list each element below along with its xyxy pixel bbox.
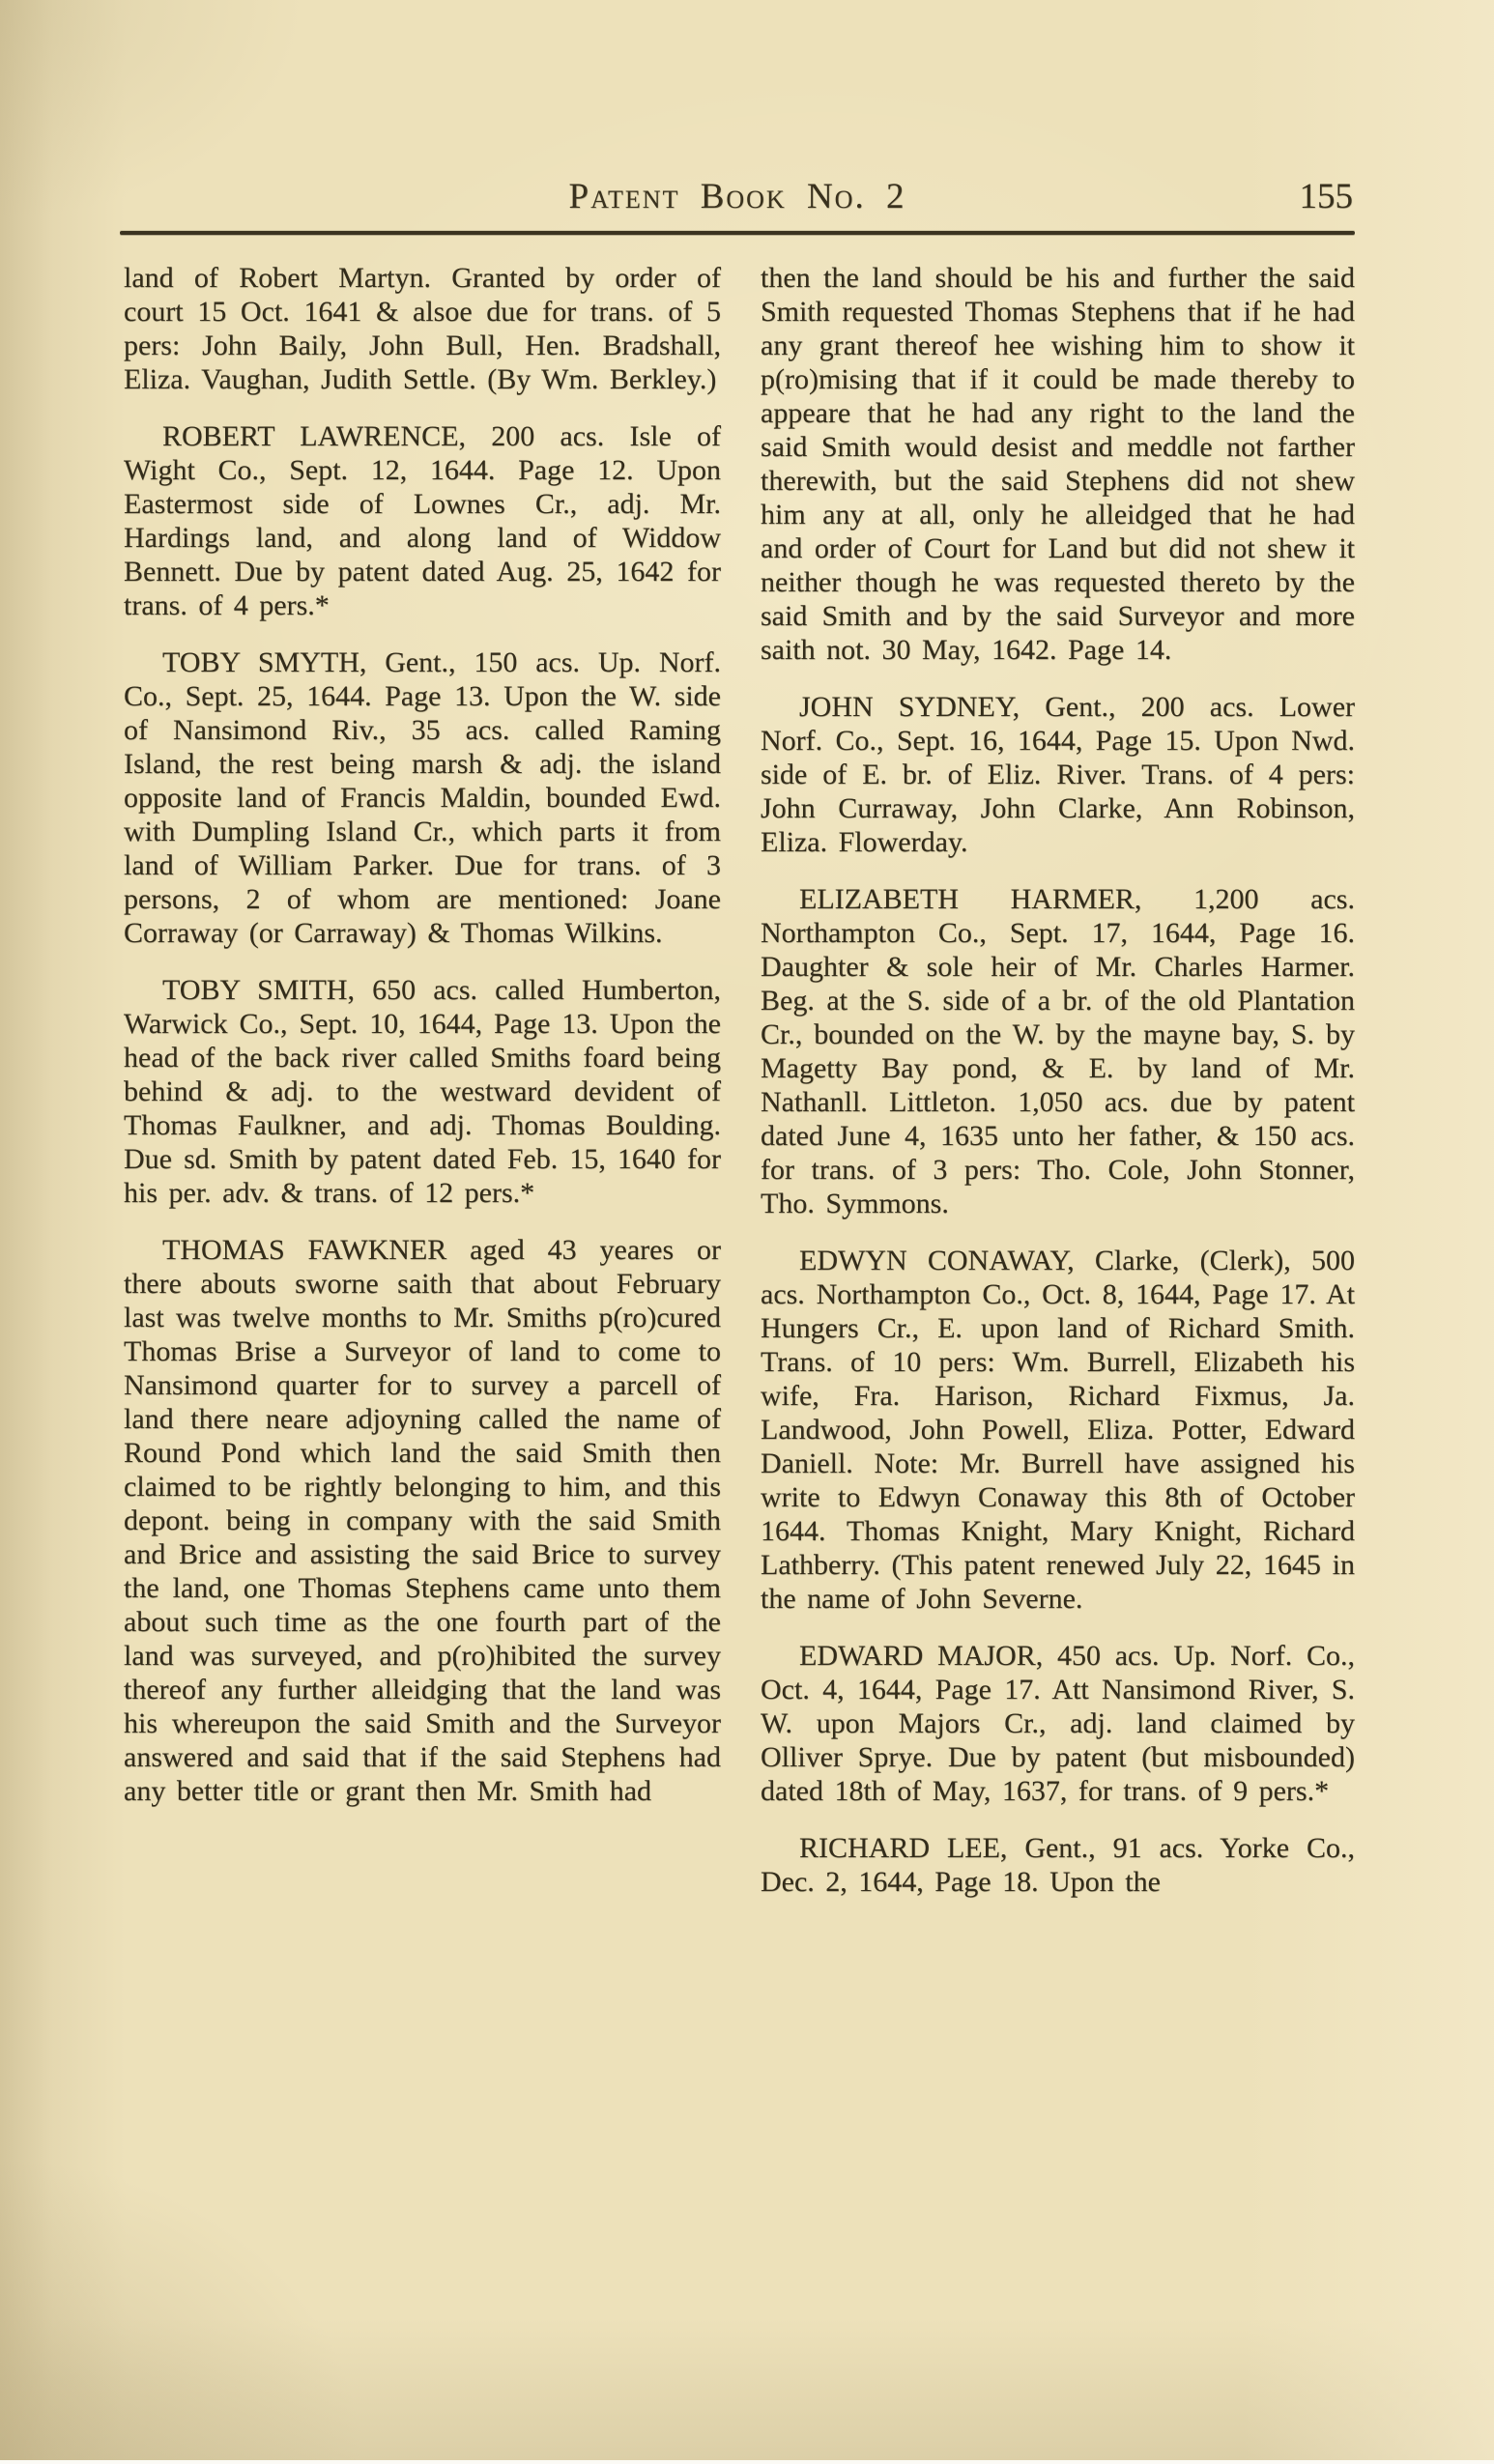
entry-deposition-continuation: then the land should be his and further the said Smith requested Thomas Stephens that if he had any grant thereof hee wishing him to show it p(ro)mising that if it could be made thereby to appeare that he had any right to the land the said Smith would desist and meddle not farther therewith, but the said Stephens did not shew him any at all, only he alleidged that he had and order of Court for Land but did not shew it neither though he was requested thereto by the said Smith and by the said Surveyor and more saith not. 30 May, 1642. Page 14. xyxy=(761,262,1355,666)
entry-edwyn-conaway: EDWYN CONAWAY, Clarke, (Clerk), 500 acs. Northampton Co., Oct. 8, 1644, Page 17. At Hungers Cr., E. upon land of Richard Smith. Trans. of 10 pers: Wm. Burrell, Elizabeth his wife, Fra. Harison, Richard Fixmus, Ja. Landwood, John Powell, Eliza. Potter, Edward Daniell. Note: Mr. Burrell have assigned his write to Edwyn Conaway this 8th of October 1644. Thomas Knight, Mary Knight, Richard Lathberry. (This patent renewed July 22, 1645 in the name of John Severne. xyxy=(761,1245,1355,1615)
page-number: 155 xyxy=(1299,177,1353,216)
entry-robert-lawrence: ROBERT LAWRENCE, 200 acs. Isle of Wight Co., Sept. 12, 1644. Page 12. Upon Eastermost side of Lownes Cr., adj. Mr. Hardings land, and along land of Widdow Bennett. Due by patent dated Aug. 25, 1642 for trans. of 4 pers.* xyxy=(124,420,721,621)
entry-toby-smyth: TOBY SMYTH, Gent., 150 acs. Up. Norf. Co., Sept. 25, 1644. Page 13. Upon the W. side of Nansimond Riv., 35 acs. called Raming Island, the rest being marsh & adj. the island opposite land of Francis Maldin, bounded Ewd. with Dumpling Island Cr., which parts it from land of William Parker. Due for trans. of 3 persons, 2 of whom are mentioned: Joane Corraway (or Carraway) & Thomas Wilkins. xyxy=(124,646,721,949)
entry-continuation-robert-martyn: land of Robert Martyn. Granted by order of court 15 Oct. 1641 & alsoe due for trans. of 5 pers: John Baily, John Bull, Hen. Bradshall, Eliza. Vaughan, Judith Settle. (By Wm. Berkley.) xyxy=(124,262,721,395)
entry-thomas-fawkner-deposition: THOMAS FAWKNER aged 43 yeares or there abouts sworne saith that about February last was twelve months to Mr. Smiths p(ro)cured Thomas Brise a Surveyor of land to come to Nansimond quarter for to survey a parcell of land there neare adjoyning called the name of Round Pond which land the said Smith then claimed to be rightly belonging to him, and this depont. being in company with the said Smith and Brice and assisting the said Brice to survey the land, one Thomas Stephens came unto them about such time as the one fourth part of the land was surveyed, and p(ro)hibited the survey thereof any further alleidging that the land was his whereupon the said Smith and the Surveyor answered and said that if the said Stephens had any better title or grant then Mr. Smith had xyxy=(124,1234,721,1807)
scan-edge-strip xyxy=(0,2460,1494,2464)
entry-richard-lee: RICHARD LEE, Gent., 91 acs. Yorke Co., Dec. 2, 1644, Page 18. Upon the xyxy=(761,1832,1355,1898)
entry-edward-major: EDWARD MAJOR, 450 acs. Up. Norf. Co., Oct. 4, 1644, Page 17. Att Nansimond River, S. W. upon Majors Cr., adj. land claimed by Olliver Sprye. Due by patent (but misbounded) dated 18th of May, 1637, for trans. of 9 pers.* xyxy=(761,1640,1355,1807)
entry-toby-smith: TOBY SMITH, 650 acs. called Humberton, Warwick Co., Sept. 10, 1644, Page 13. Upon the head of the back river called Smiths foard being behind & adj. to the westward devident of Thomas Faulkner, and adj. Thomas Boulding. Due sd. Smith by patent dated Feb. 15, 1640 for his per. adv. & trans. of 12 pers.* xyxy=(124,974,721,1209)
header-rule xyxy=(120,231,1355,235)
page-title: Patent Book No. 2 xyxy=(568,177,906,216)
entry-john-sydney: JOHN SYDNEY, Gent., 200 acs. Lower Norf. Co., Sept. 16, 1644, Page 15. Upon Nwd. side of E. br. of Eliz. River. Trans. of 4 pers: John Curraway, John Clarke, Ann Robinson, Eliza. Flowerday. xyxy=(761,691,1355,858)
left-column xyxy=(124,261,721,1808)
entry-elizabeth-harmer: ELIZABETH HARMER, 1,200 acs. Northampton Co., Sept. 17, 1644, Page 16. Daughter & sole heir of Mr. Charles Harmer. Beg. at the S. side of a br. of the old Plantation Cr., bounded on the W. by the mayne bay, S. by Magetty Bay pond, & E. by land of Mr. Nathanll. Littleton. 1,050 acs. due by patent dated June 4, 1635 unto her father, & 150 acs. for trans. of 3 pers: Tho. Cole, John Stonner, Tho. Symmons. xyxy=(761,883,1355,1219)
right-column xyxy=(761,261,1355,1899)
